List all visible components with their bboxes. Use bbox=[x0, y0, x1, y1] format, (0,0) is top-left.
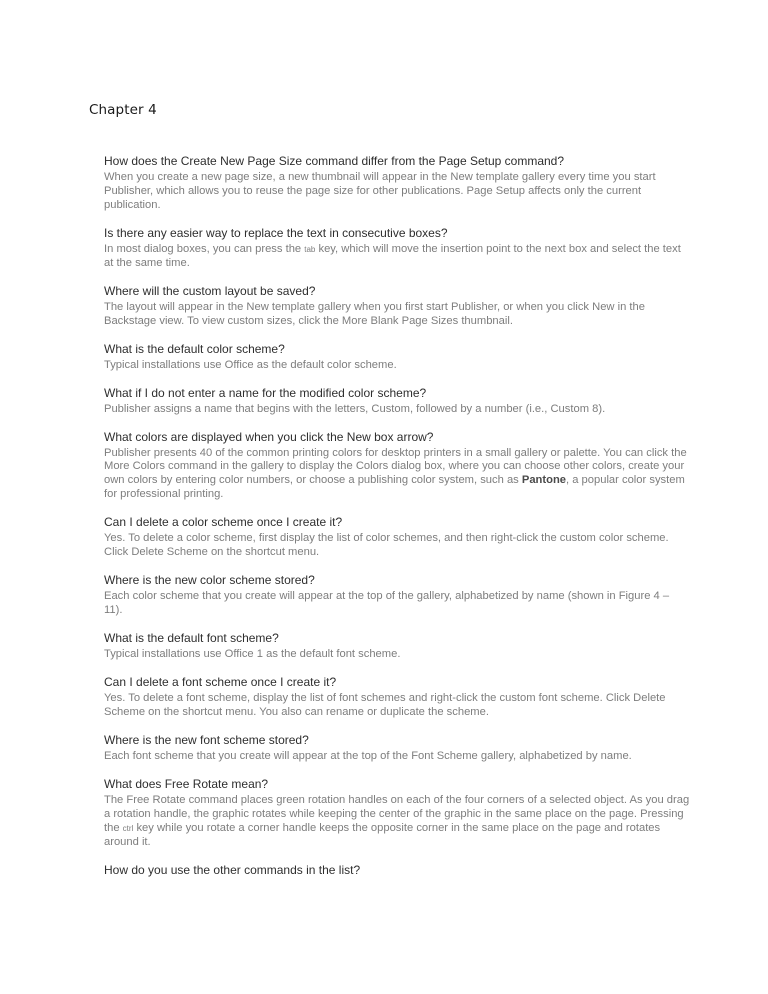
answer-text: key, which will move the insertion point to the next box and select the text at the same time. bbox=[104, 242, 681, 269]
question: What is the default color scheme? bbox=[104, 341, 285, 356]
tab-key-label: tab bbox=[304, 244, 316, 254]
answer: Yes. To delete a font scheme, display the list of font schemes and right-click the custom font scheme. Click Delete Scheme on the shortcut menu. You also can rename or duplicate the scheme. bbox=[104, 692, 666, 718]
answer: Typical installations use Office as the default color scheme. bbox=[104, 358, 397, 371]
question: What does Free Rotate mean? bbox=[104, 777, 269, 792]
question: Where is the new color scheme stored? bbox=[104, 573, 315, 588]
question: How do you use the other commands in the list? bbox=[104, 862, 361, 877]
question: Can I delete a font scheme once I create it? bbox=[104, 675, 337, 690]
qa-item bbox=[104, 284, 690, 329]
qa-item bbox=[104, 430, 690, 503]
answer-text: In most dialog boxes, you can press the bbox=[104, 242, 305, 255]
question: What if I do not enter a name for the modified color scheme? bbox=[104, 385, 427, 400]
answer bbox=[104, 243, 690, 271]
qa-item bbox=[104, 733, 690, 764]
ctrl-key-label: ctrl bbox=[122, 823, 134, 833]
answer bbox=[104, 447, 690, 503]
answer: When you create a new page size, a new thumbnail will appear in the New template gallery every time you start Publisher, which allows you to reuse the page size for other publications. Page Setup affects only the current publication. bbox=[104, 170, 656, 211]
answer: Yes. To delete a color scheme, first display the list of color schemes, and then right-click the custom color scheme. Click Delete Scheme on the shortcut menu. bbox=[104, 532, 669, 559]
answer: Each font scheme that you create will appear at the top of the Font Scheme gallery, alphabetized by name. bbox=[104, 749, 632, 762]
qa-item bbox=[104, 777, 690, 850]
answer-text: The Free Rotate command places green rotation handles on each of the four corners of a selected object. As you drag a rotation handle, the graphic rotates while keeping the center of the graphic in the same place on the page. Pressing the bbox=[104, 793, 690, 834]
answer-text: key while you rotate a corner handle keeps the opposite corner in the same place on the page and rotates around it. bbox=[104, 821, 661, 848]
answer bbox=[104, 794, 690, 850]
qa-item bbox=[104, 154, 690, 213]
question: Where will the custom layout be saved? bbox=[104, 283, 316, 298]
question: What colors are displayed when you click the New box arrow? bbox=[104, 429, 434, 444]
qa-item bbox=[104, 226, 690, 271]
question: Is there any easier way to replace the text in consecutive boxes? bbox=[104, 225, 448, 240]
qa-item bbox=[104, 386, 690, 417]
qa-list bbox=[104, 154, 690, 891]
answer: Publisher assigns a name that begins with the letters, Custom, followed by a number (i.e., Custom 8). bbox=[104, 402, 606, 415]
answer-text: Publisher presents 40 of the common printing colors for desktop printers in a small gallery or palette. You can click the More Colors command in the gallery to display the Colors dialog box, where you can choose other colors, create your own colors by entering color numbers, or choose a publishing color system, such as bbox=[104, 446, 687, 487]
qa-item bbox=[104, 515, 690, 560]
chapter-title: Chapter 4 bbox=[89, 102, 157, 118]
pantone-term: Pantone bbox=[521, 474, 567, 487]
question: What is the default font scheme? bbox=[104, 631, 279, 646]
qa-item bbox=[104, 675, 690, 720]
qa-item bbox=[104, 573, 690, 618]
answer: Each color scheme that you create will appear at the top of the gallery, alphabetized by name (shown in Figure 4 – 11). bbox=[104, 590, 670, 617]
answer: The layout will appear in the New template gallery when you first start Publisher, or when you click New in the Backstage view. To view custom sizes, click the More Blank Page Sizes thumbnail. bbox=[104, 300, 645, 327]
question: How does the Create New Page Size command differ from the Page Setup command? bbox=[104, 154, 565, 168]
qa-item bbox=[104, 863, 690, 878]
question: Where is the new font scheme stored? bbox=[104, 733, 309, 748]
answer: Typical installations use Office 1 as the default font scheme. bbox=[104, 648, 401, 661]
question: Can I delete a color scheme once I create it? bbox=[104, 515, 343, 530]
answer-text: , a popular color system for professional printing. bbox=[104, 474, 685, 501]
qa-item bbox=[104, 342, 690, 373]
qa-item bbox=[104, 631, 690, 662]
